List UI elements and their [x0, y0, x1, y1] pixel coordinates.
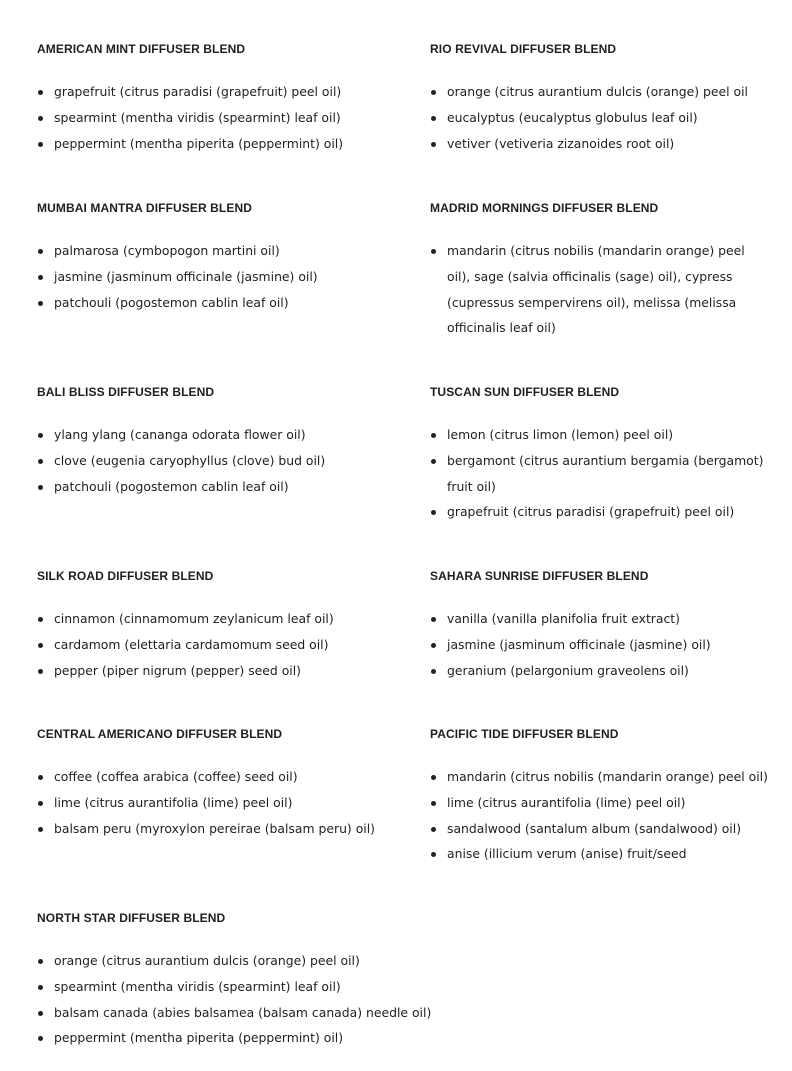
ingredient-text: lime (citrus aurantifolia (lime) peel oil) — [447, 794, 686, 810]
bullet-icon — [38, 275, 43, 280]
blend-title: MUMBAI MANTRA DIFFUSER BLEND — [37, 201, 253, 215]
bullet-icon — [38, 459, 43, 464]
list-item — [37, 264, 397, 290]
ingredient-list — [37, 948, 437, 1051]
bullet-icon — [38, 249, 43, 254]
bullet-icon — [431, 669, 436, 674]
bullet-icon — [431, 433, 436, 438]
ingredient-text: vetiver (vetiveria zizanoides root oil) — [447, 135, 675, 151]
bullet-icon — [38, 669, 43, 674]
ingredient-list — [37, 238, 397, 315]
blend-american-mint — [37, 41, 397, 156]
bullet-icon — [38, 643, 43, 648]
ingredient-text: grapefruit (citrus paradisi (grapefruit) peel oil) — [447, 504, 735, 520]
ingredient-text: vanilla (vanilla planifolia fruit extract) — [447, 611, 681, 626]
ingredient-list — [430, 764, 780, 867]
bullet-icon — [38, 142, 43, 147]
ingredient-text: lemon (citrus limon (lemon) peel oil) — [447, 427, 674, 442]
list-item — [37, 474, 397, 500]
ingredient-text: anise (illicium verum (anise) fruit/seed — [447, 846, 687, 862]
ingredient-text: pepper (piper nigrum (pepper) seed oil) — [54, 662, 302, 678]
bullet-icon — [38, 827, 43, 832]
list-item — [37, 105, 397, 131]
list-item — [37, 632, 397, 658]
bullet-icon — [431, 459, 436, 464]
ingredient-text: palmarosa (cymbopogon martini oil) — [54, 243, 280, 258]
list-item — [430, 764, 780, 790]
ingredient-text: peppermint (mentha piperita (peppermint) oil) — [54, 135, 344, 151]
blend-silk-road — [37, 568, 397, 683]
blend-mumbai-mantra — [37, 200, 397, 315]
blend-title: AMERICAN MINT DIFFUSER BLEND — [37, 42, 246, 56]
list-item — [37, 974, 437, 1000]
list-item — [37, 658, 397, 684]
ingredient-text: jasmine (jasminum officinale (jasmine) oil) — [54, 268, 318, 284]
blend-title: CENTRAL AMERICANO DIFFUSER BLEND — [37, 727, 283, 741]
blend-tuscan-sun — [430, 384, 770, 525]
ingredient-list — [37, 422, 397, 499]
ingredient-list — [37, 764, 397, 841]
blend-rio-revival — [430, 41, 775, 156]
ingredient-text: peppermint (mentha piperita (peppermint) oil) — [54, 1030, 344, 1046]
bullet-icon — [38, 116, 43, 121]
ingredient-text: grapefruit (citrus paradisi (grapefruit) peel oil) — [54, 84, 342, 99]
bullet-icon — [38, 617, 43, 622]
list-item — [37, 764, 397, 790]
ingredient-list — [37, 606, 397, 683]
bullet-icon — [38, 985, 43, 990]
list-item — [430, 422, 770, 448]
list-item — [37, 606, 397, 632]
list-item — [37, 238, 397, 264]
blend-madrid-mornings — [430, 200, 760, 341]
list-item — [430, 606, 775, 632]
list-item — [430, 238, 760, 341]
blend-sahara-sunrise — [430, 568, 775, 683]
ingredient-text: ylang ylang (cananga odorata flower oil) — [54, 427, 306, 442]
list-item — [37, 790, 397, 816]
ingredient-list — [37, 79, 397, 156]
list-item — [430, 790, 780, 816]
blend-bali-bliss — [37, 384, 397, 499]
bullet-icon — [38, 433, 43, 438]
ingredient-text: mandarin (citrus nobilis (mandarin orange) peel oil), sage (salvia officinalis (sage) oil), cypress (cupressus sempervirens oil), melissa (melissa officinalis leaf oil) — [447, 243, 745, 336]
bullet-icon — [431, 801, 436, 806]
bullet-icon — [431, 249, 436, 254]
ingredient-text: orange (citrus aurantium dulcis (orange) peel oil) — [54, 953, 360, 968]
ingredient-text: orange (citrus aurantium dulcis (orange) peel oil — [447, 84, 748, 99]
list-item — [37, 816, 397, 842]
ingredient-text: eucalyptus (eucalyptus globulus leaf oil) — [447, 109, 698, 125]
list-item — [430, 658, 775, 684]
bullet-icon — [38, 1036, 43, 1041]
ingredient-text: geranium (pelargonium graveolens oil) — [447, 662, 689, 678]
ingredient-text: spearmint (mentha viridis (spearmint) leaf oil) — [54, 978, 341, 994]
ingredient-text: patchouli (pogostemon cablin leaf oil) — [54, 294, 289, 310]
blend-north-star — [37, 910, 437, 1051]
list-item — [430, 448, 770, 500]
ingredient-text: cardamom (elettaria cardamomum seed oil) — [54, 636, 329, 652]
ingredient-text: sandalwood (santalum album (sandalwood) oil) — [447, 820, 742, 836]
blend-title: MADRID MORNINGS DIFFUSER BLEND — [430, 201, 659, 215]
list-item — [430, 841, 780, 867]
bullet-icon — [38, 801, 43, 806]
blend-title: SILK ROAD DIFFUSER BLEND — [37, 569, 214, 583]
ingredient-text: lime (citrus aurantifolia (lime) peel oil) — [54, 794, 293, 810]
bullet-icon — [431, 510, 436, 515]
ingredient-text: bergamont (citrus aurantium bergamia (bergamot) fruit oil) — [447, 452, 764, 494]
bullet-icon — [431, 90, 436, 95]
blend-title: BALI BLISS DIFFUSER BLEND — [37, 385, 215, 399]
ingredient-list — [430, 422, 770, 525]
bullet-icon — [431, 852, 436, 857]
list-item — [430, 816, 780, 842]
list-item — [37, 448, 397, 474]
blend-title: PACIFIC TIDE DIFFUSER BLEND — [430, 727, 619, 741]
blend-title: RIO REVIVAL DIFFUSER BLEND — [430, 42, 617, 56]
list-item — [37, 1025, 437, 1051]
list-item — [430, 79, 775, 105]
list-item — [37, 422, 397, 448]
list-item — [37, 131, 397, 157]
bullet-icon — [431, 116, 436, 121]
bullet-icon — [431, 142, 436, 147]
ingredient-text: patchouli (pogostemon cablin leaf oil) — [54, 478, 289, 494]
ingredient-list — [430, 79, 775, 156]
ingredient-text: clove (eugenia caryophyllus (clove) bud oil) — [54, 452, 326, 468]
list-item — [37, 948, 437, 974]
ingredient-text: cinnamon (cinnamomum zeylanicum leaf oil) — [54, 611, 334, 626]
blend-central-americano — [37, 726, 397, 841]
ingredient-text: balsam canada (abies balsamea (balsam canada) needle oil) — [54, 1004, 432, 1020]
bullet-icon — [431, 775, 436, 780]
blend-title: SAHARA SUNRISE DIFFUSER BLEND — [430, 569, 649, 583]
bullet-icon — [38, 485, 43, 490]
list-item — [430, 499, 770, 525]
bullet-icon — [431, 617, 436, 622]
list-item — [430, 131, 775, 157]
ingredient-list — [430, 606, 775, 683]
bullet-icon — [38, 301, 43, 306]
ingredient-text: coffee (coffea arabica (coffee) seed oil) — [54, 769, 298, 784]
ingredient-list — [430, 238, 760, 341]
bullet-icon — [38, 775, 43, 780]
list-item — [430, 632, 775, 658]
ingredient-text: spearmint (mentha viridis (spearmint) leaf oil) — [54, 109, 341, 125]
ingredient-text: balsam peru (myroxylon pereirae (balsam peru) oil) — [54, 820, 375, 836]
blend-pacific-tide — [430, 726, 780, 867]
bullet-icon — [38, 1011, 43, 1016]
bullet-icon — [431, 827, 436, 832]
ingredient-text: jasmine (jasminum officinale (jasmine) oil) — [447, 636, 711, 652]
bullet-icon — [431, 643, 436, 648]
ingredient-text: mandarin (citrus nobilis (mandarin orange) peel oil) — [447, 769, 768, 784]
blend-title: NORTH STAR DIFFUSER BLEND — [37, 911, 226, 925]
list-item — [37, 79, 397, 105]
list-item — [37, 1000, 437, 1026]
list-item — [37, 290, 397, 316]
blend-title: TUSCAN SUN DIFFUSER BLEND — [430, 385, 620, 399]
bullet-icon — [38, 959, 43, 964]
list-item — [430, 105, 775, 131]
bullet-icon — [38, 90, 43, 95]
